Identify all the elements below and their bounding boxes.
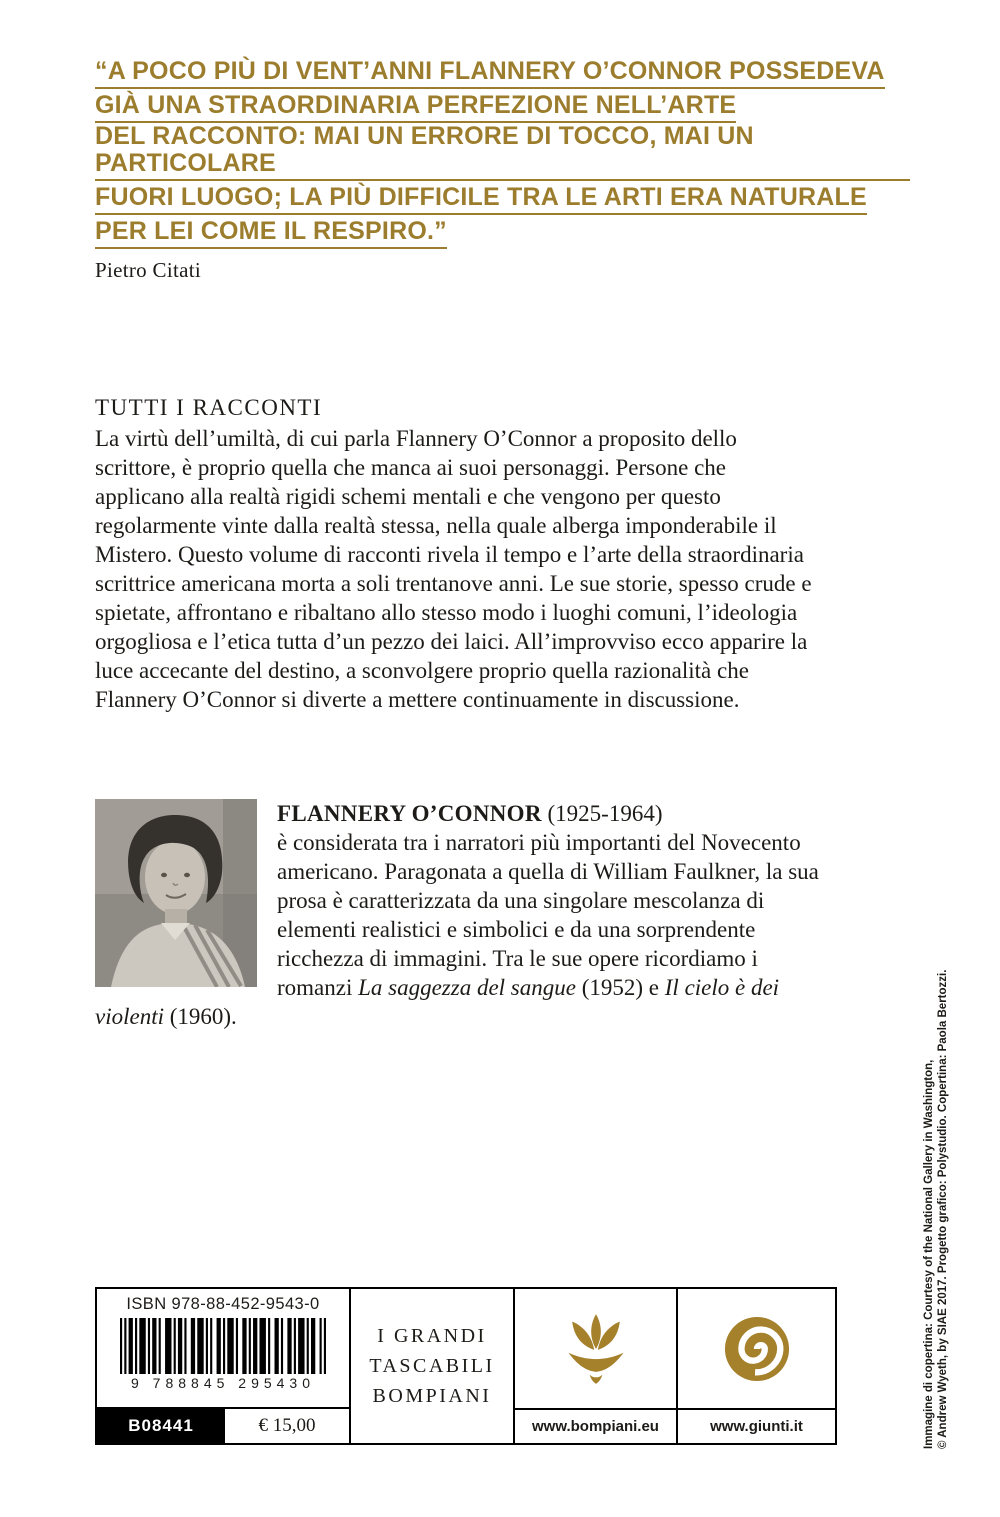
quote-attribution: Pietro Citati [95,258,201,282]
critic-quote [95,55,910,283]
bio-text-part-2: (1952) e [575,975,665,1000]
giunti-logo-area [678,1289,835,1408]
barcode-panel [97,1289,349,1443]
bompiani-logo-area [515,1289,676,1408]
bompiani-logo-icon [563,1314,629,1384]
book-title: TUTTI I RACCONTI [95,395,323,420]
quote-line-2: GIÀ UNA STRAORDINARIA PERFEZIONE NELL’ARTE [95,92,736,123]
edition-code: B08441 [97,1409,225,1443]
cover-credits [922,969,950,1449]
bio-text-part-1: è considerata tra i narratori più importanti del Novecento americano. Paragonata a quella di William Faulkner, la sua prosa è caratterizzata da una singolare mescolanza di elementi realistici e simbolici e da una sorprendente ricchezza di immagini. Tra le sue opere ricordiamo i romanzi [277,830,819,1000]
giunti-url: www.giunti.it [678,1408,835,1443]
bompiani-url: www.bompiani.eu [515,1408,676,1443]
footer-strip [95,1287,837,1445]
bompiani-panel [513,1289,676,1443]
credits-line-1: Immagine di copertina: Courtesy of the National Gallery in Washington, [923,1059,935,1449]
credits-line-2: © Andrew Wyeth, by SIAE 2017. Progetto grafico: Polystudio. Copertina: Paola Bertozzi. [937,969,949,1449]
giunti-panel [676,1289,835,1443]
barcode-number: 9 788845 295430 [131,1375,315,1391]
isbn-label: ISBN 978-88-452-9543-0 [126,1295,320,1313]
quote-line-5: PER LEI COME IL RESPIRO.” [95,218,447,249]
quote-line-3: DEL RACCONTO: MAI UN ERRORE DI TOCCO, MAI UN PARTICOLARE [95,123,910,181]
series-panel [349,1289,513,1443]
synopsis-text: La virtù dell’umiltà, di cui parla Flannery O’Connor a proposito dello scrittore, è proprio quella che manca ai suoi personaggi. Persone che applicano alla realtà rigidi schemi mentali e che vengono per questo regolarmente vinte dalla realtà stessa, nella quale alberga imponderabile il Mistero. Questo volume di racconti rivela il tempo e l’arte della straordinaria scrittrice americana morta a soli trentanove anni. Le sue storie, spesso crude e spietate, affrontano e ribaltano allo stesso modo i luoghi comuni, l’ideologia orgogliosa e l’etica tutta d’un pezzo dei laici. All’improvviso ecco apparire la luce accecante del destino, a sconvolgere proprio quella razionalità che Flannery O’Connor si diverte a mettere continuamente in discussione. [95,426,812,712]
author-photo [95,799,257,987]
series-line-3: BOMPIANI [372,1385,492,1407]
price: € 15,00 [258,1415,316,1436]
giunti-logo-icon [723,1315,791,1383]
author-name: FLANNERY O’CONNOR [277,801,542,826]
author-bio [95,799,839,1031]
barcode [120,1318,326,1374]
price-row [97,1407,349,1443]
bio-book-title-2: Il cielo è dei violenti [95,975,780,1029]
synopsis [95,393,821,714]
author-years: (1925-1964) [541,801,663,826]
quote-line-1: “A POCO PIÙ DI VENT’ANNI FLANNERY O’CONNOR POSSEDEVA [95,58,885,89]
series-line-1: I GRANDI [377,1325,487,1347]
bio-text-part-3: (1960). [163,1004,237,1029]
bio-book-title-1: La saggezza del sangue [358,975,576,1000]
quote-line-4: FUORI LUOGO; LA PIÙ DIFFICILE TRA LE ARTI ERA NATURALE [95,184,867,215]
series-line-2: TASCABILI [369,1355,495,1377]
